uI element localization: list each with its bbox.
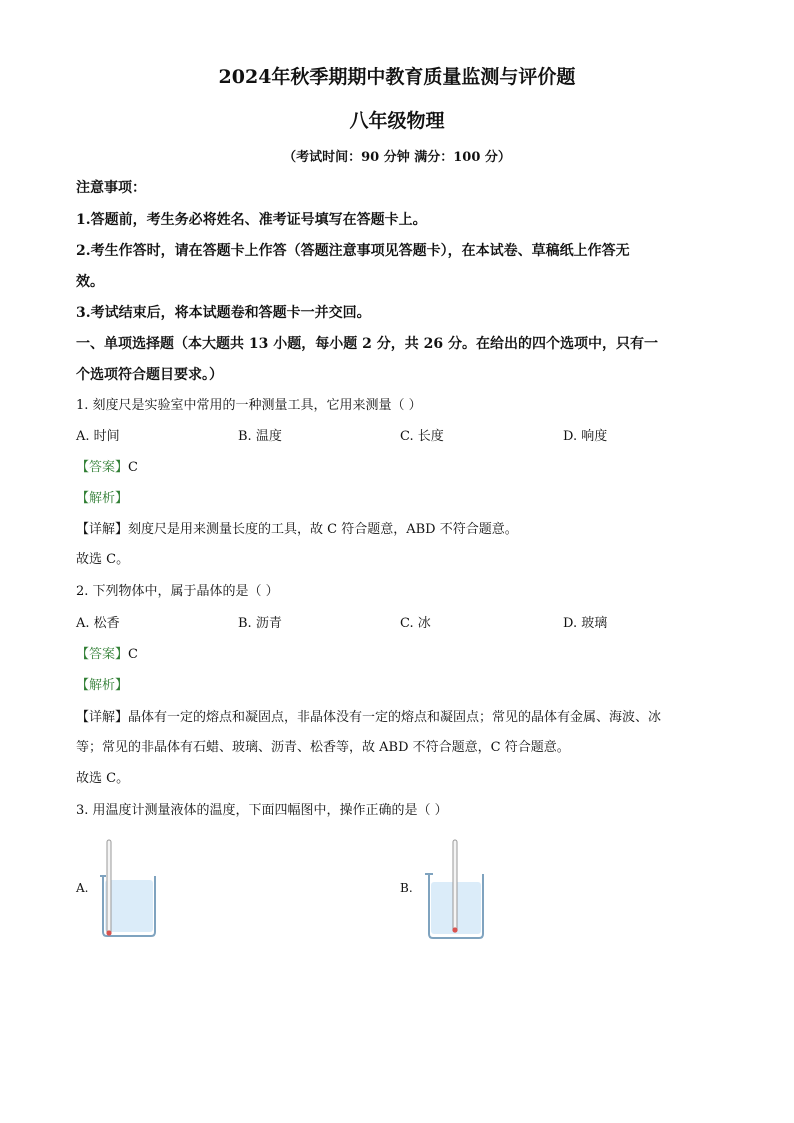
notice-item: 1.答题前，考生务必将姓名、准考证号填写在答题卡上。 — [76, 212, 427, 228]
answer-line — [76, 458, 726, 478]
option-a: A. 松香 — [76, 616, 120, 631]
analysis-line — [76, 489, 726, 509]
option-d: D. 响度 — [563, 429, 608, 444]
detail-line — [76, 708, 726, 728]
exam-subject: 八年级物理 — [349, 110, 445, 132]
thermometer-beaker-figure-b — [422, 838, 490, 942]
section-heading: 一、单项选择题（本大题共 13 小题，每小题 2 分，共 26 分。在给出的四个选项中，只有一 — [76, 336, 658, 352]
detail-text: 刻度尺是用来测量长度的工具，故 C 符合题意，ABD 不符合题意。 — [128, 522, 518, 537]
option-a: A. 时间 — [76, 429, 120, 444]
notice-item: 2.考生作答时，请在答题卡上作答（答题注意事项见答题卡），在本试卷、草稿纸上作答无 — [76, 243, 630, 259]
option-c: C. 冰 — [400, 616, 431, 631]
question-stem: 3. 用温度计测量液体的温度，下面四幅图中，操作正确的是（ ） — [76, 803, 448, 818]
detail-tag: 【详解】 — [76, 522, 129, 537]
answer-line — [76, 645, 726, 665]
detail-text-cont: 等；常见的非晶体有石蜡、玻璃、沥青、松香等，故 ABD 不符合题意，C 符合题意。 — [76, 740, 570, 755]
option-c: C. 长度 — [400, 429, 444, 444]
thermometer-beaker-figure-a — [96, 838, 160, 940]
option-b: B. 沥青 — [238, 616, 282, 631]
option-d: D. 玻璃 — [563, 616, 608, 631]
option-b: B. 温度 — [238, 429, 282, 444]
figure-label-a: A. — [76, 881, 89, 895]
answer-tag: 【答案】 — [76, 647, 129, 662]
conclusion: 故选 C。 — [76, 552, 130, 567]
answer-tag: 【答案】 — [76, 460, 129, 475]
answer-value: C — [128, 647, 138, 662]
figure-label-b: B. — [400, 881, 413, 895]
question-stem: 2. 下列物体中，属于晶体的是（ ） — [76, 584, 279, 599]
exam-info: （考试时间：90 分钟 满分：100 分） — [283, 150, 511, 165]
detail-text: 晶体有一定的熔点和凝固点，非晶体没有一定的熔点和凝固点；常见的晶体有金属、海波、冰 — [128, 710, 662, 725]
question-stem: 1. 刻度尺是实验室中常用的一种测量工具，它用来测量（ ） — [76, 398, 422, 413]
exam-title: 2024年秋季期期中教育质量监测与评价题 — [218, 66, 576, 88]
analysis-tag: 【解析】 — [76, 491, 129, 506]
answer-value: C — [128, 460, 138, 475]
notice-item: 3.考试结束后，将本试题卷和答题卡一并交回。 — [76, 305, 371, 321]
notice-heading: 注意事项： — [76, 180, 146, 196]
detail-tag: 【详解】 — [76, 710, 129, 725]
conclusion: 故选 C。 — [76, 771, 130, 786]
section-heading-cont: 个选项符合题目要求。） — [76, 367, 223, 383]
analysis-line — [76, 676, 726, 696]
detail-line — [76, 520, 726, 540]
analysis-tag: 【解析】 — [76, 678, 129, 693]
notice-item: 效。 — [76, 274, 104, 290]
